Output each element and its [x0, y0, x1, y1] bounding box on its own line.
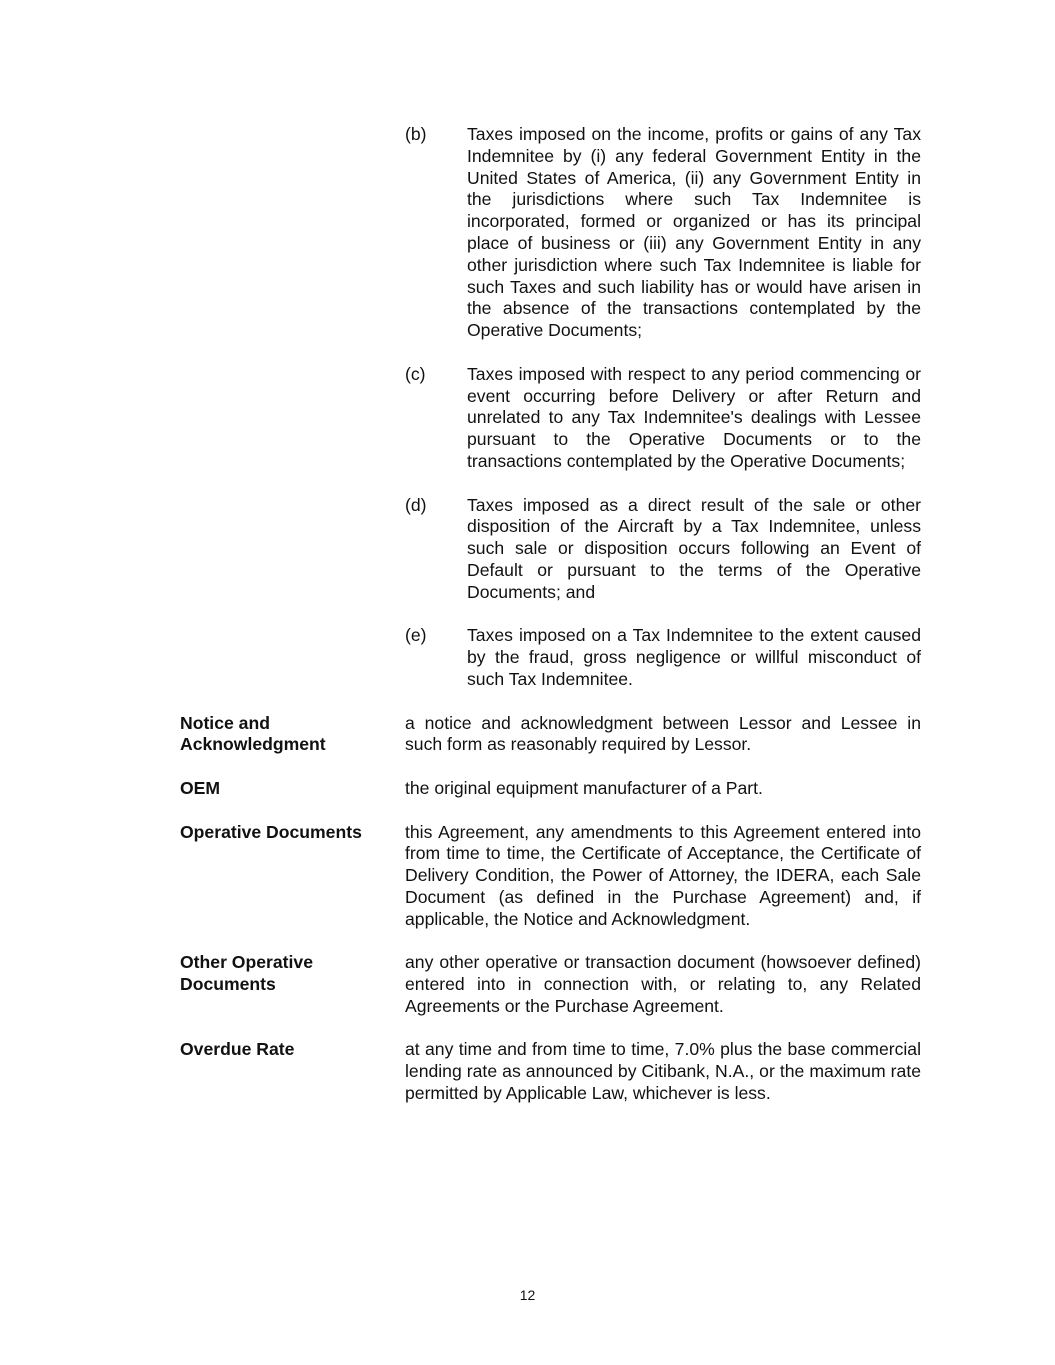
definition-operative-documents [180, 822, 921, 931]
definition-text: the original equipment manufacturer of a Part. [405, 777, 763, 798]
definition-term: Operative Documents [180, 821, 362, 842]
definition-text: this Agreement, any amendments to this Agreement entered into from time to time, the Certificate of Acceptance, the Certificate of Delivery Condition, the Power of Attorney, the IDERA, each Sale Document (as defined in the Purchase Agreement) and, if applicable, the Notice and Acknowledgment. [405, 821, 921, 929]
sub-item-text: Taxes imposed with respect to any period commencing or event occurring before Delivery or after Return and unrelated to any Tax Indemnitee's dealings with Lessee pursuant to the Operative Documents or to the transactions contemplated by the Operative Documents; [467, 363, 921, 471]
definition-overdue-rate [180, 1039, 921, 1104]
document-page [180, 124, 921, 1127]
definition-term: OEM [180, 777, 221, 798]
definition-term: Notice and Acknowledgment [180, 712, 326, 755]
definition-other-operative-documents [180, 952, 921, 1017]
sub-item-text: Taxes imposed as a direct result of the sale or other disposition of the Aircraft by a Tax Indemnitee, unless such sale or disposition occurs following an Event of Default or pursuant to the terms of the Operative Documents; and [467, 494, 921, 602]
sub-item-label: (c) [405, 363, 426, 384]
definition-oem [180, 778, 921, 800]
definition-text: any other operative or transaction document (howsoever defined) entered into in connection with, or relating to, any Related Agreements or the Purchase Agreement. [405, 952, 921, 1016]
definition-text: a notice and acknowledgment between Lessor and Lessee in such form as reasonably required by Lessor. [405, 712, 921, 755]
sub-item-e [405, 625, 921, 690]
sub-item-text: Taxes imposed on the income, profits or gains of any Tax Indemnitee by (i) any federal Government Entity in the United States of America, (ii) any Government Entity in the jurisdictions where such Tax Indemnitee is incorporated, formed or organized or has its principal place of business or (iii) any Government Entity in any other jurisdiction where such Tax Indemnitee is liable for such Taxes and such liability has or would have arisen in the absence of the transactions contemplated by the Operative Documents; [467, 124, 921, 341]
definition-text: at any time and from time to time, 7.0% plus the base commercial lending rate as announced by Citibank, N.A., or the maximum rate permitted by Applicable Law, whichever is less. [405, 1039, 921, 1104]
sub-item-b [405, 124, 921, 342]
definition-notice-and-acknowledgment [180, 713, 921, 757]
sub-item-d [405, 495, 921, 604]
sub-item-label: (e) [405, 625, 427, 646]
sub-item-text: Taxes imposed on a Tax Indemnitee to the extent caused by the fraud, gross negligence or willful misconduct of such Tax Indemnitee. [467, 625, 921, 689]
definition-term: Other Operative Documents [180, 952, 313, 995]
sub-item-label: (d) [405, 494, 427, 515]
definition-term: Overdue Rate [180, 1039, 295, 1060]
sub-item-c [405, 364, 921, 473]
sub-item-label: (b) [405, 124, 427, 144]
page-number: 12 [519, 1287, 536, 1303]
